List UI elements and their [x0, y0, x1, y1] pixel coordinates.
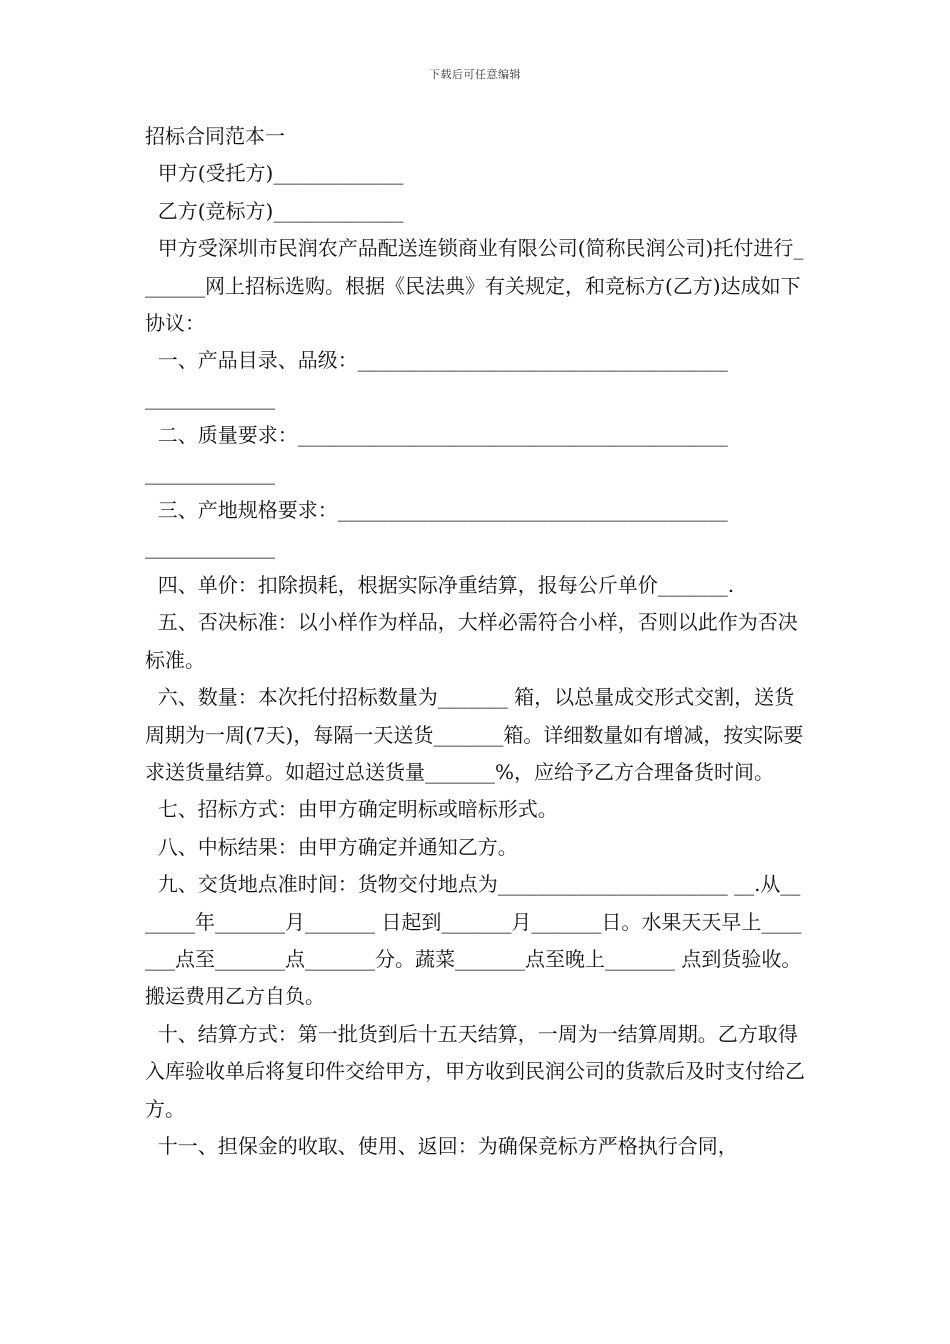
clause-2-blank-line: _____________: [145, 460, 275, 485]
clause-9-delivery: 九、交货地点准时间：货物交付地点为_______________________ __.从_______年_______月_______ 日起到_______月_______日。水果天天早上_______点至_______点_______分。蔬菜_______点至晚上_______ 点到货验收。搬运费用乙方自负。: [145, 872, 802, 1009]
clause-7-bidding-method: 七、招标方式：由甲方确定明标或暗标形式。: [145, 797, 558, 822]
clause-3-origin-spec: 三、产地规格要求：_______________________________________: [145, 498, 728, 523]
clause-6-quantity: 六、数量：本次托付招标数量为_______ 箱，以总量成交形式交割，送货周期为一周(7天)，每隔一天送货_______箱。详细数量如有增减，按实际要求送货量结算。如超过总送货量_______%，应给予乙方合理备货时间。: [145, 685, 804, 784]
page-header-note: 下载后可任意编辑: [429, 68, 521, 81]
clause-3-blank-line: _____________: [145, 535, 275, 560]
party-b-line: 乙方(竞标方)_____________: [145, 198, 404, 223]
party-a-line: 甲方(受托方)_____________: [145, 161, 404, 186]
clause-2-quality: 二、质量要求：___________________________________________: [145, 423, 728, 448]
clause-1-blank-line: _____________: [145, 385, 275, 410]
clause-4-unit-price: 四、单价：扣除损耗，根据实际净重结算，报每公斤单价_______.: [145, 572, 735, 597]
clause-11-deposit: 十一、担保金的收取、使用、返回：为确保竞标方严格执行合同，: [145, 1133, 738, 1158]
clause-8-bid-result: 八、中标结果：由甲方确定并通知乙方。: [145, 834, 518, 859]
document-title: 招标合同范本一: [145, 124, 285, 148]
intro-paragraph: 甲方受深圳市民润农产品配送连锁商业有限公司(简称民润公司)托付进行_______网上招标选购。根据《民法典》有关规定，和竞标方(乙方)达成如下协议：: [145, 236, 804, 336]
clause-10-settlement: 十、结算方式：第一批货到后十五天结算，一周为一结算周期。乙方取得入库验收单后将复印件交给甲方，甲方收到民润公司的货款后及时支付给乙方。: [145, 1021, 805, 1121]
clause-1-product-catalog: 一、产品目录、品级：_____________________________________: [145, 348, 728, 373]
document-body: [145, 118, 809, 1165]
clause-5-rejection: 五、否决标准：以小样作为样品，大样必需符合小样，否则以此作为否决标准。: [145, 610, 798, 672]
